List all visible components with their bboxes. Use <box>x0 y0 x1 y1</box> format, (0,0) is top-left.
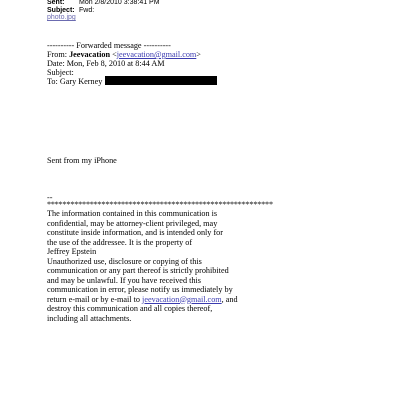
forward-banner: ---------- Forwarded message ---------- <box>47 41 171 50</box>
to-line: To: Gary Kerney <box>47 77 103 86</box>
disclaimer-return-row <box>47 295 238 304</box>
disclaimer-dashes: -- <box>47 193 53 202</box>
subject-label: Subject: <box>47 7 75 14</box>
from-label: From: <box>47 50 68 59</box>
return-email-link[interactable]: jeevacation@gmail.com <box>142 294 222 304</box>
return-suffix: , and <box>221 294 238 304</box>
disclaimer-line: communication in error, please notify us immediately by <box>47 285 233 294</box>
sent-label: Sent: <box>47 0 65 6</box>
disclaimer-stars: ********************************************************** <box>47 200 273 209</box>
from-email-open: < <box>112 50 117 59</box>
redaction-bar <box>105 76 217 85</box>
forward-subject: Subject: <box>47 68 74 77</box>
disclaimer-line: Unauthorized use, disclosure or copying of this <box>47 256 202 266</box>
forward-from-row <box>47 50 201 59</box>
disclaimer-line: communication or any part thereof is strictly prohibited <box>47 266 229 275</box>
sent-value: Mon 2/8/2010 3:38:41 PM <box>79 0 160 6</box>
disclaimer-line: destroy this communication and all copies thereof, <box>47 304 213 313</box>
disclaimer-line: constitute inside information, and is intended only for <box>47 228 223 237</box>
from-email-close: > <box>196 50 201 59</box>
disclaimer-line: The information contained in this communication is <box>47 209 218 218</box>
forward-to-row <box>47 76 217 86</box>
disclaimer-line: Jeffrey Epstein <box>47 247 97 256</box>
attachment-link[interactable]: photo.jpg <box>47 14 76 21</box>
disclaimer-line: the use of the addressee. It is the property of <box>47 237 193 247</box>
forward-date: Date: Mon, Feb 8, 2010 at 8:44 AM <box>47 59 165 68</box>
disclaimer-line: including all attachments. <box>47 313 132 323</box>
signature: Sent from my iPhone <box>47 156 117 165</box>
disclaimer-line: confidential, may be attorney-client privileged, may <box>47 218 218 228</box>
subject-value: Fwd: <box>79 7 95 14</box>
return-prefix: return e-mail or by e-mail to <box>47 294 143 304</box>
disclaimer-line: and may be unlawful. If you have received this <box>47 275 201 285</box>
from-email-link[interactable]: jeevacation@gmail.com <box>116 50 197 59</box>
sent-row <box>47 0 160 7</box>
from-name: Jeevacation <box>69 50 111 59</box>
